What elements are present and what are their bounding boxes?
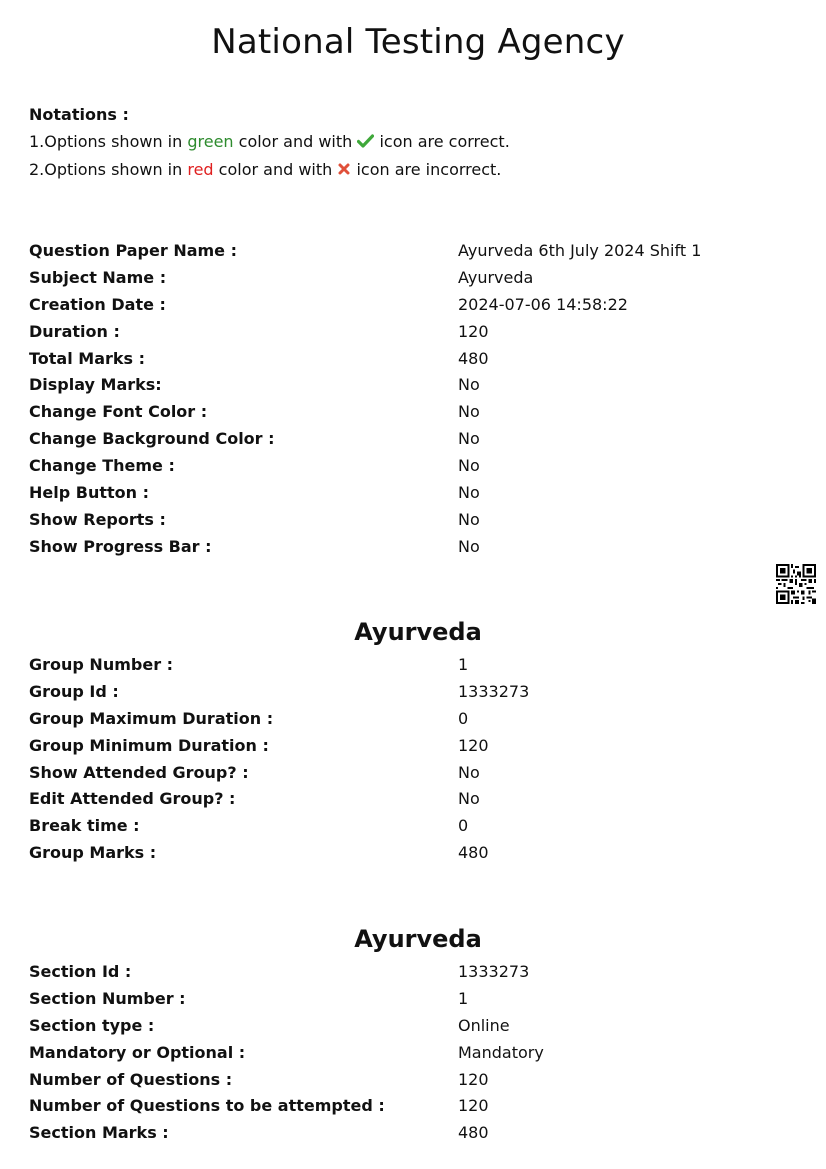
section-key: Number of Questions : — [29, 1069, 233, 1089]
notations-heading: Notations : — [29, 105, 129, 124]
info-key: Change Font Color : — [29, 402, 208, 422]
group-key: Group Minimum Duration : — [29, 735, 269, 755]
info-value: No — [458, 536, 480, 556]
info-key: Total Marks : — [29, 348, 146, 368]
group-row — [29, 813, 789, 840]
section-heading: Ayurveda — [354, 925, 482, 953]
info-key: Show Reports : — [29, 509, 166, 529]
page-title: National Testing Agency — [211, 22, 625, 62]
group-row — [29, 786, 789, 813]
group-key: Group Maximum Duration : — [29, 708, 274, 728]
section-row — [29, 959, 789, 986]
group-key: Group Marks : — [29, 843, 157, 863]
notation-correct-middle: color and with — [233, 132, 358, 151]
cross-icon — [337, 157, 351, 184]
group-row — [29, 840, 789, 867]
info-row — [29, 372, 789, 399]
section-value: 480 — [458, 1123, 489, 1143]
group-info-table — [29, 652, 789, 867]
section-value: Mandatory — [458, 1042, 544, 1062]
info-value: No — [458, 429, 480, 449]
group-value: No — [458, 789, 480, 809]
section-value: 120 — [458, 1096, 489, 1116]
group-value: 120 — [458, 735, 489, 755]
info-row — [29, 507, 789, 534]
section-key: Section type : — [29, 1015, 155, 1035]
group-heading: Ayurveda — [354, 618, 482, 646]
section-row — [29, 986, 789, 1013]
group-value: 0 — [458, 816, 469, 836]
info-value: No — [458, 456, 480, 476]
info-row — [29, 453, 789, 480]
section-key: Mandatory or Optional : — [29, 1042, 246, 1062]
group-value: 480 — [458, 843, 489, 863]
paper-info-table — [29, 238, 789, 561]
group-row — [29, 706, 789, 733]
group-key: Edit Attended Group? : — [29, 789, 236, 809]
info-value: No — [458, 509, 480, 529]
info-value: 2024-07-06 14:58:22 — [458, 294, 628, 314]
section-key: Number of Questions to be attempted : — [29, 1096, 385, 1116]
info-key: Question Paper Name : — [29, 241, 237, 260]
info-key: Duration : — [29, 321, 120, 341]
section-row — [29, 1093, 789, 1120]
notation-correct-suffix: icon are correct. — [374, 132, 510, 151]
group-row — [29, 760, 789, 787]
info-key: Help Button : — [29, 483, 149, 503]
group-value: 1 — [458, 655, 469, 674]
info-row — [29, 534, 789, 561]
notation-incorrect-suffix: icon are incorrect. — [351, 160, 502, 179]
info-row — [29, 399, 789, 426]
info-row — [29, 292, 789, 319]
check-icon — [357, 129, 374, 156]
info-key: Change Background Color : — [29, 429, 275, 449]
notation-incorrect-prefix: 2.Options shown in — [29, 160, 188, 179]
section-value: 1 — [458, 988, 469, 1008]
section-row — [29, 1067, 789, 1094]
section-info-table — [29, 959, 789, 1147]
section-row — [29, 1120, 789, 1147]
group-key: Group Number : — [29, 655, 174, 674]
info-value: Ayurveda — [458, 267, 534, 287]
info-key: Change Theme : — [29, 456, 175, 476]
group-row — [29, 652, 789, 679]
qr-code-icon — [776, 564, 816, 604]
info-key: Display Marks: — [29, 375, 162, 395]
info-value: No — [458, 375, 480, 395]
group-key: Group Id : — [29, 681, 119, 701]
notation-incorrect-line — [29, 156, 510, 184]
section-key: Section Id : — [29, 962, 132, 981]
notation-correct-prefix: 1.Options shown in — [29, 132, 188, 151]
info-row — [29, 480, 789, 507]
info-key: Creation Date : — [29, 294, 166, 314]
group-value: No — [458, 762, 480, 782]
info-row — [29, 265, 789, 292]
group-key: Show Attended Group? : — [29, 762, 249, 782]
info-row — [29, 426, 789, 453]
section-value: Online — [458, 1015, 510, 1035]
group-key: Break time : — [29, 816, 140, 836]
info-value: No — [458, 402, 480, 422]
info-row — [29, 319, 789, 346]
group-row — [29, 733, 789, 760]
section-value: 120 — [458, 1069, 489, 1089]
info-value: No — [458, 483, 480, 503]
info-value: 120 — [458, 321, 489, 341]
info-key: Subject Name : — [29, 267, 167, 287]
info-value: Ayurveda 6th July 2024 Shift 1 — [458, 241, 702, 260]
notation-incorrect-middle: color and with — [213, 160, 338, 179]
notation-red-word: red — [187, 160, 214, 179]
notations-block — [29, 101, 510, 184]
notation-green-word: green — [187, 132, 234, 151]
info-key: Show Progress Bar : — [29, 536, 212, 556]
info-value: 480 — [458, 348, 489, 368]
section-value: 1333273 — [458, 962, 530, 981]
section-key: Section Number : — [29, 988, 186, 1008]
notation-correct-line — [29, 128, 510, 156]
info-row — [29, 238, 789, 265]
section-key: Section Marks : — [29, 1123, 169, 1143]
group-row — [29, 679, 789, 706]
section-row — [29, 1013, 789, 1040]
info-row — [29, 346, 789, 373]
group-value: 0 — [458, 708, 469, 728]
section-row — [29, 1040, 789, 1067]
group-value: 1333273 — [458, 681, 530, 701]
